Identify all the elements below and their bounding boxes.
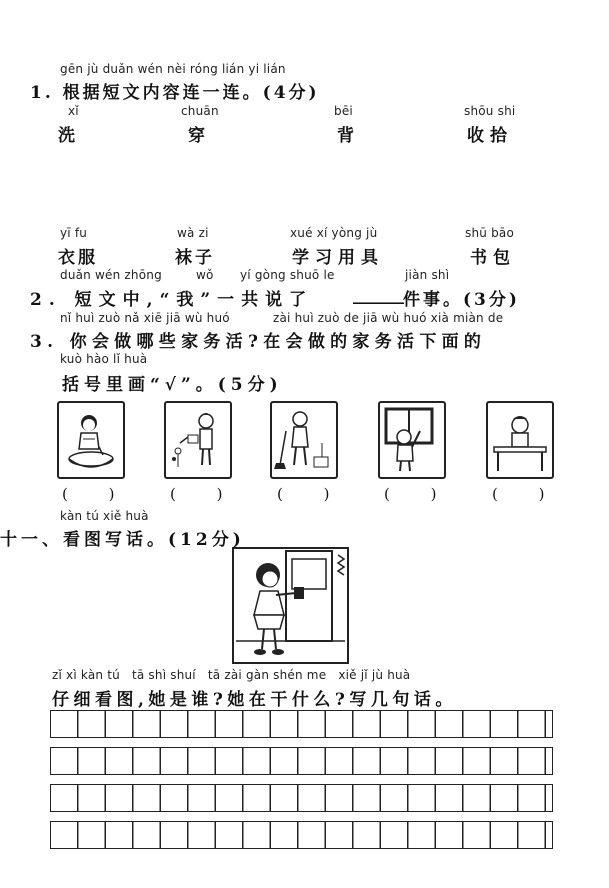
q1-top-pinyin-2: bēi — [334, 104, 353, 118]
q1-top-word-0: 洗 — [58, 126, 78, 146]
watering-flowers-icon — [166, 403, 230, 477]
q2-pinyin-c: yí gòng shuō le — [240, 268, 335, 282]
writing-grid-row[interactable] — [50, 784, 553, 812]
answer-paren-2[interactable]: ( ) — [277, 485, 348, 503]
writing-grid-row[interactable] — [50, 821, 553, 849]
q2-pinyin-a: duǎn wén zhōng — [60, 268, 162, 282]
wiping-table-icon — [488, 403, 552, 477]
q11-pinyin: kàn tú xiě huà — [60, 509, 149, 523]
writing-grid-row[interactable] — [50, 710, 553, 738]
answer-paren-1[interactable]: ( ) — [170, 485, 241, 503]
q1-top-pinyin-3: shōu shi — [464, 104, 516, 118]
q3-pinyin-3: kuò hào lǐ huà — [60, 352, 148, 366]
main-picture-girl-cleaning-door — [232, 547, 349, 664]
q1-bottom-pinyin-2: xué xí yòng jù — [290, 226, 378, 240]
picture-watering-flowers — [164, 401, 232, 479]
writing-grid-row[interactable] — [50, 747, 553, 775]
q1-bottom-pinyin-3: shū bāo — [465, 226, 514, 240]
sweeping-floor-icon — [272, 403, 336, 477]
answer-paren-3[interactable]: ( ) — [384, 485, 455, 503]
girl-cleaning-icon — [234, 549, 347, 662]
q1-top-pinyin-1: chuān — [181, 104, 219, 118]
q1-pinyin: gēn jù duǎn wén nèi róng lián yi lián — [60, 62, 286, 76]
q2-pinyin-d: jiàn shì — [405, 268, 450, 282]
picture-cleaning-window — [378, 401, 446, 479]
q2-text-a: 2. 短文中,“我”一共说了 — [30, 290, 314, 310]
washing-clothes-icon — [59, 403, 123, 477]
q1-top-word-1: 穿 — [188, 126, 208, 146]
q1-text: 1. 根据短文内容连一连。(4分) — [30, 83, 320, 103]
answer-paren-0[interactable]: ( ) — [62, 485, 133, 503]
answer-paren-4[interactable]: ( ) — [492, 485, 563, 503]
q3-text-1: 3. 你会做哪些家务活?在会做的家务活下面的 — [30, 332, 487, 352]
cleaning-window-icon — [380, 403, 444, 477]
q2-text-b: 件事。(3分) — [403, 290, 520, 310]
q1-bottom-word-0: 衣服 — [58, 248, 98, 268]
q1-bottom-word-2: 学习用具 — [292, 248, 384, 268]
q1-bottom-pinyin-1: wà zi — [177, 226, 209, 240]
q11-prompt-text: 仔细看图,她是谁?她在干什么?写几句话。 — [52, 690, 457, 710]
q2-pinyin-b: wǒ — [196, 268, 214, 282]
q1-bottom-word-3: 书包 — [470, 248, 516, 268]
q2-answer-blank[interactable]: ______ — [353, 285, 404, 305]
picture-sweeping-floor — [270, 401, 338, 479]
q1-top-word-3: 收拾 — [467, 126, 513, 146]
q1-bottom-pinyin-0: yī fu — [60, 226, 88, 240]
q1-top-word-2: 背 — [337, 126, 357, 146]
picture-wiping-table — [486, 401, 554, 479]
q11-title: 十一、看图写话。(12分) — [0, 530, 245, 550]
q3-pinyin-2: zài huì zuò de jiā wù huó xià miàn de — [273, 311, 504, 325]
q1-bottom-word-1: 袜子 — [175, 248, 215, 268]
q3-text-2: 括号里画“√”。(5分) — [62, 375, 283, 395]
q1-top-pinyin-0: xǐ — [68, 104, 79, 118]
q11-prompt-pinyin: zǐ xì kàn tú tā shì shuí tā zài gàn shén me xiě jǐ jù huà — [52, 668, 411, 682]
picture-washing-clothes — [57, 401, 125, 479]
q3-pinyin-1: nǐ huì zuò nǎ xiē jiā wù huó — [60, 311, 230, 325]
